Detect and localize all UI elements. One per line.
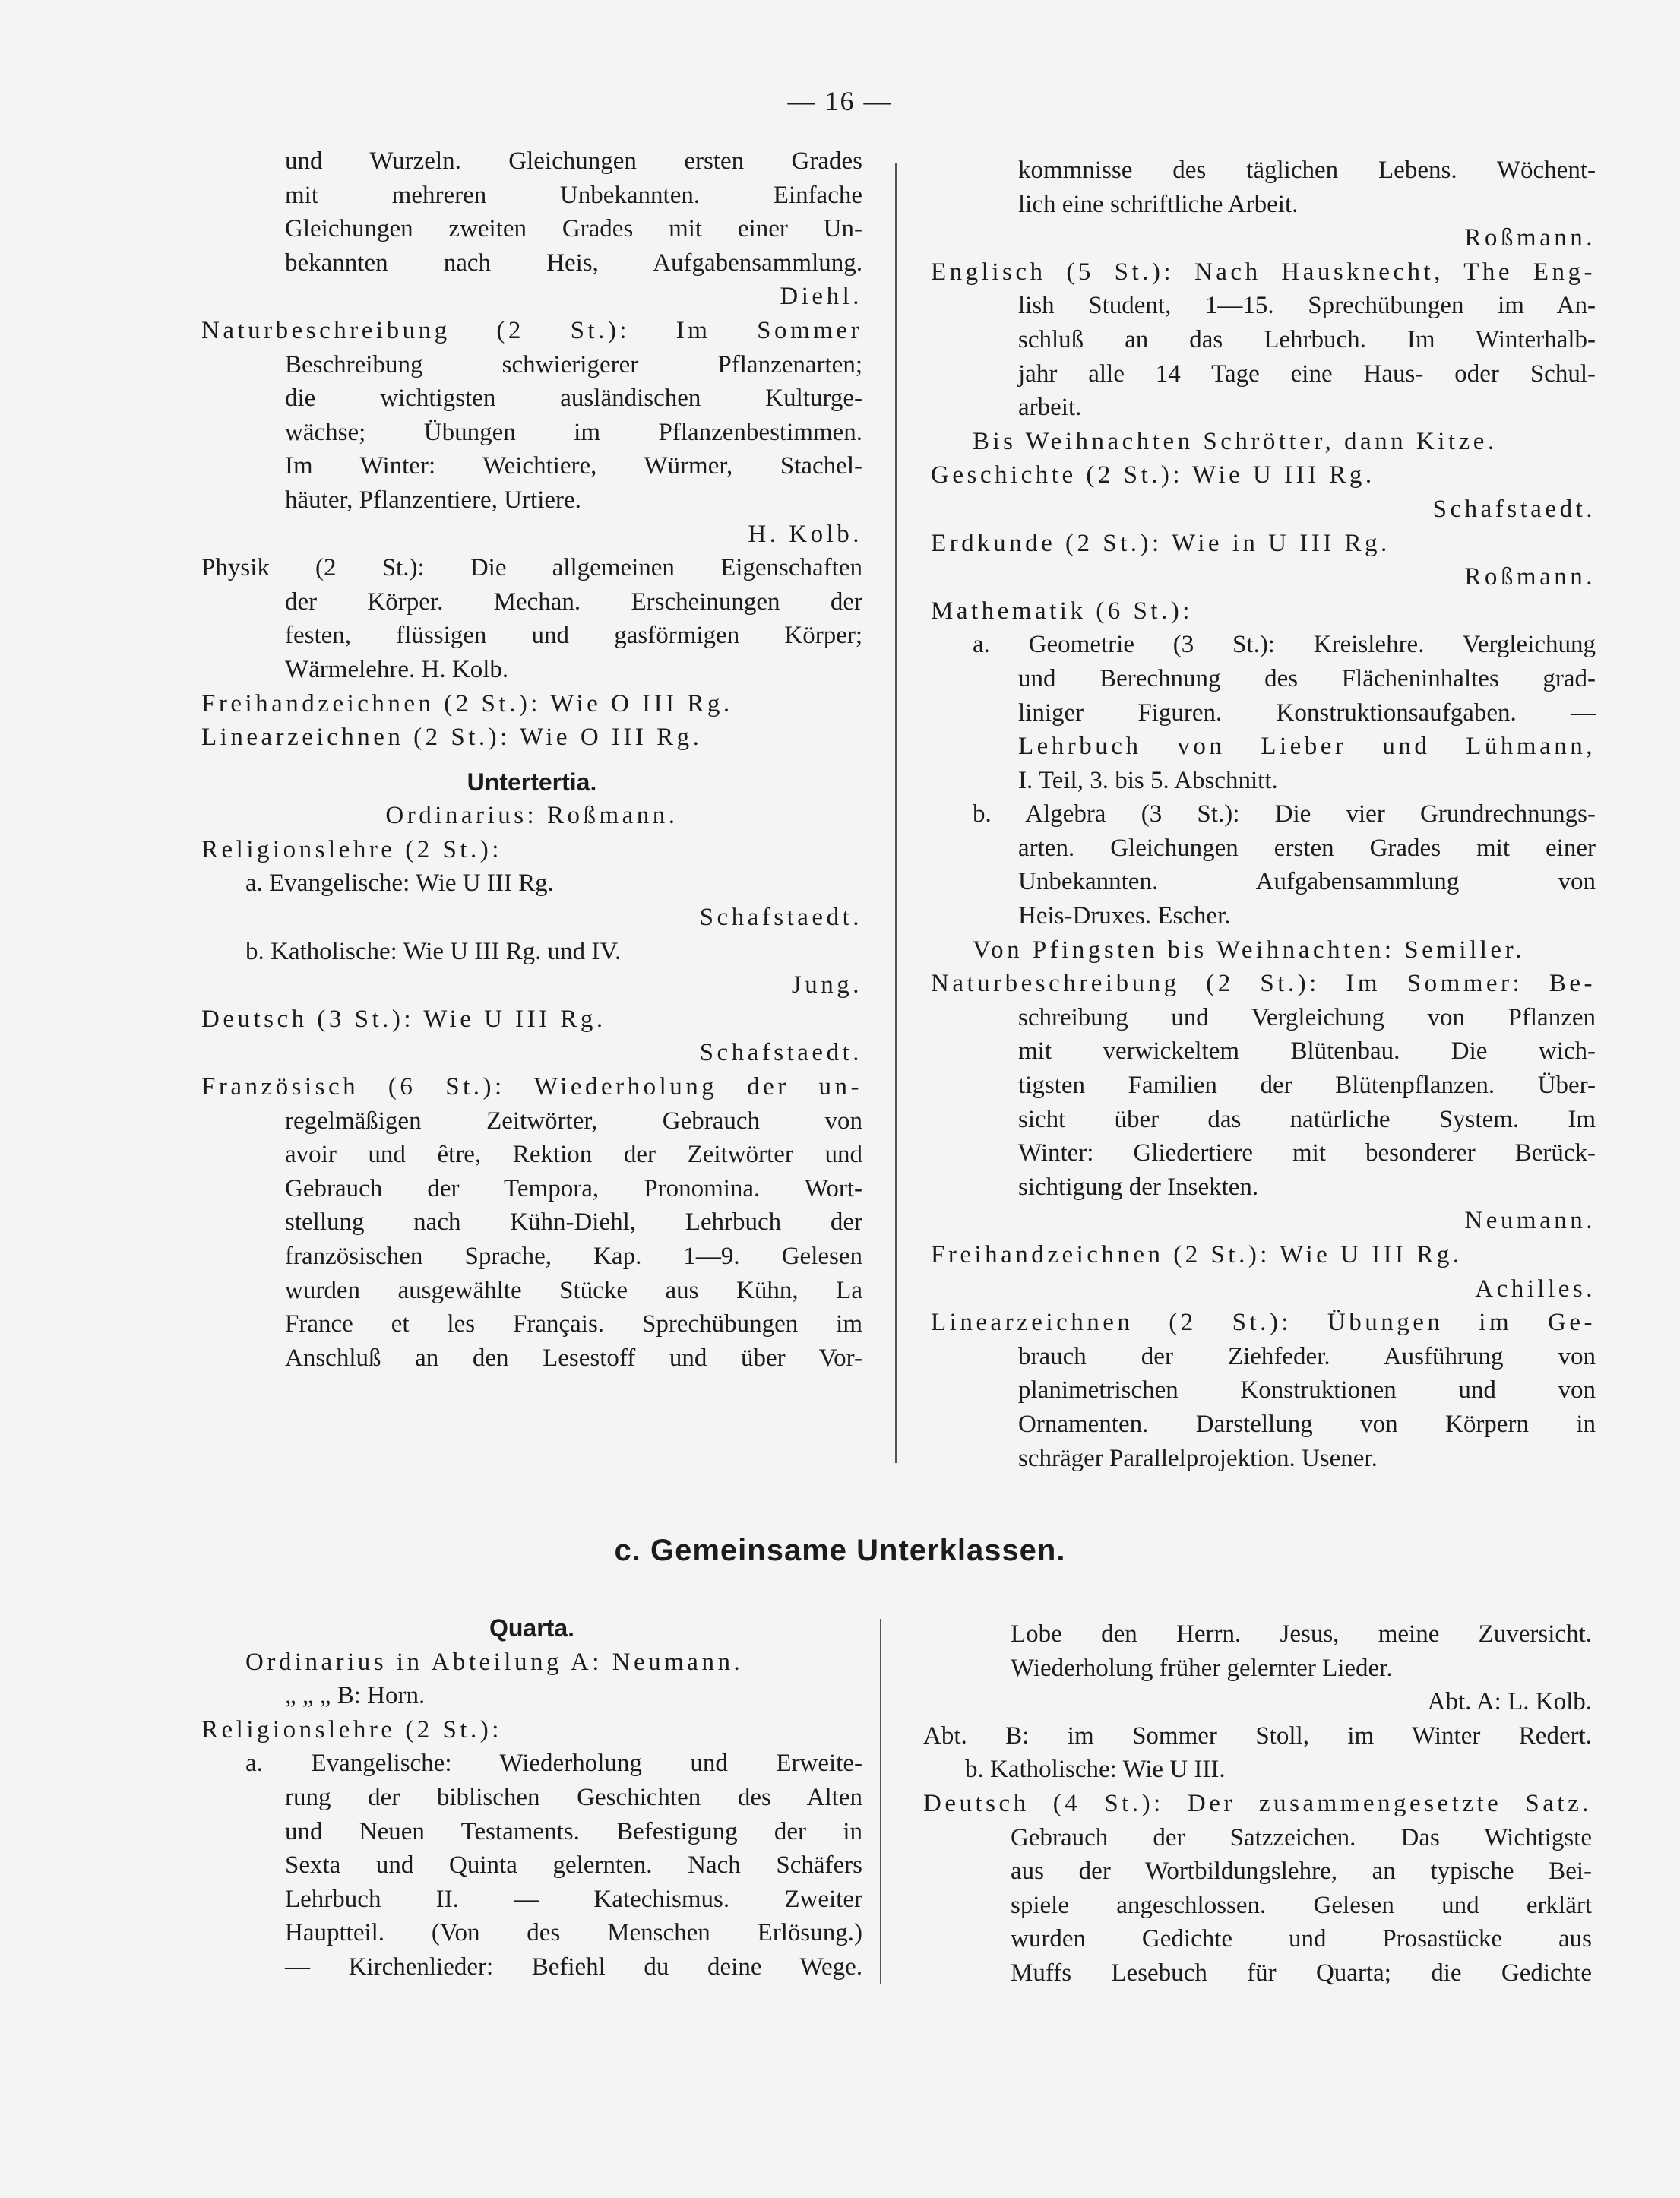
text-line: Schafstaedt.: [699, 904, 862, 932]
text-line: Physik (2 St.): Die allgemeinen Eigenschaften: [201, 554, 862, 582]
text-line: Neumann.: [1464, 1207, 1596, 1235]
text-line: Deutsch (3 St.): Wie U III Rg.: [201, 1005, 606, 1033]
text-line: Beschreibung schwierigerer Pflanzenarten;: [285, 350, 862, 378]
text-line: französischen Sprache, Kap. 1—9. Gelesen: [285, 1243, 862, 1270]
ordinarius-untertertia: Ordinarius: Roßmann.: [385, 802, 679, 830]
text-line: Erdkunde (2 St.): Wie in U III Rg.: [931, 529, 1391, 557]
text-line: Gebrauch der Satzzeichen. Das Wichtigste: [1011, 1823, 1592, 1851]
text-line: der Körper. Mechan. Erscheinungen der: [285, 588, 862, 616]
text-line: Muffs Lesebuch für Quarta; die Gedichte: [1011, 1959, 1592, 1987]
text-line: Lobe den Herrn. Jesus, meine Zuversicht.: [1011, 1620, 1592, 1648]
text-line: schreibung und Vergleichung von Pflanzen: [1018, 1003, 1596, 1031]
column-divider: [895, 163, 897, 1463]
text-line: und Wurzeln. Gleichungen ersten Grades: [285, 147, 862, 175]
text-line: schräger Parallelprojektion. Usener.: [1018, 1444, 1378, 1472]
text-line: I. Teil, 3. bis 5. Abschnitt.: [1018, 766, 1278, 794]
right-column-bottom: [923, 1617, 1592, 1991]
text-line: H. Kolb.: [748, 520, 862, 548]
text-line: b. Katholische: Wie U III Rg. und IV.: [245, 937, 622, 965]
text-line: kommnisse des täglichen Lebens. Wöchent-: [1018, 157, 1596, 184]
text-line: regelmäßigen Zeitwörter, Gebrauch von: [285, 1107, 862, 1135]
text-line: sichtigung der Insekten.: [1018, 1173, 1259, 1201]
text-line: stellung nach Kühn-Diehl, Lehrbuch der: [285, 1208, 862, 1237]
text-line: Gebrauch der Tempora, Pronomina. Wort-: [285, 1174, 862, 1202]
text-line: a. Evangelische: Wiederholung und Erweite-: [245, 1750, 862, 1778]
heading-untertertia: Untertertia.: [467, 768, 597, 796]
text-line: mit mehreren Unbekannten. Einfache: [285, 181, 862, 209]
text-line: lish Student, 1—15. Sprechübungen im An-: [1018, 292, 1596, 320]
text-line: Roßmann.: [1464, 563, 1596, 591]
text-line: a. Geometrie (3 St.): Kreislehre. Vergleichung: [973, 631, 1596, 659]
text-line: Abt. A: L. Kolb.: [1427, 1688, 1592, 1716]
text-line: arten. Gleichungen ersten Grades mit einer: [1018, 834, 1596, 862]
text-line: Englisch (5 St.): Nach Hausknecht, The Eng-: [931, 258, 1596, 286]
text-line: Anschluß an den Lesestoff und über Vor-: [285, 1344, 862, 1372]
text-line: arbeit.: [1018, 394, 1082, 422]
text-line: und Berechnung des Flächeninhaltes grad-: [1018, 664, 1596, 692]
text-line: brauch der Ziehfeder. Ausführung von: [1018, 1342, 1596, 1370]
text-line: mit verwickeltem Blütenbau. Die wich-: [1018, 1037, 1596, 1066]
text-line: Winter: Gliedertiere mit besonderer Berück-: [1018, 1139, 1596, 1167]
text-line: Wiederholung früher gelernter Lieder.: [1011, 1654, 1393, 1682]
text-line: wurden ausgewählte Stücke aus Kühn, La: [285, 1276, 862, 1304]
text-line: die wichtigsten ausländischen Kulturge-: [285, 385, 862, 413]
text-line: festen, flüssigen und gasförmigen Körper;: [285, 622, 862, 650]
text-line: b. Katholische: Wie U III.: [965, 1756, 1226, 1784]
text-line: Linearzeichnen (2 St.): Übungen im Ge-: [931, 1309, 1596, 1337]
text-line: rung der biblischen Geschichten des Alten: [285, 1783, 862, 1811]
text-line: Lehrbuch II. — Katechismus. Zweiter: [285, 1885, 862, 1913]
text-line: Mathematik (6 St.):: [931, 597, 1193, 625]
left-column-bottom: [201, 1611, 862, 1984]
text-line: Jung.: [791, 971, 862, 999]
text-line: Bis Weihnachten Schrötter, dann Kitze.: [973, 427, 1498, 455]
section-heading: c. Gemeinsame Unterklassen.: [614, 1534, 1066, 1567]
text-line: wurden Gedichte und Prosastücke aus: [1011, 1925, 1592, 1953]
text-line: schluß an das Lehrbuch. Im Winterhalb-: [1018, 325, 1596, 353]
text-line: Naturbeschreibung (2 St.): Im Sommer: [201, 316, 862, 344]
text-line: Von Pfingsten bis Weihnachten: Semiller.: [973, 936, 1525, 964]
text-line: aus der Wortbildungslehre, an typische Bei-: [1011, 1858, 1592, 1886]
left-column-top: [201, 144, 862, 1375]
text-line: bekannten nach Heis, Aufgabensammlung.: [285, 249, 862, 277]
text-line: France et les Français. Sprechübungen im: [285, 1310, 862, 1338]
text-line: häuter, Pflanzentiere, Urtiere.: [285, 486, 581, 514]
page-number: — 16 —: [787, 86, 893, 116]
text-line: wächse; Übungen im Pflanzenbestimmen.: [285, 418, 862, 446]
text-line: spiele angeschlossen. Gelesen und erklärt: [1011, 1891, 1592, 1919]
text-line: Roßmann.: [1464, 224, 1596, 252]
text-line: sicht über das natürliche System. Im: [1018, 1105, 1596, 1133]
text-line: Linearzeichnen (2 St.): Wie O III Rg.: [201, 724, 703, 752]
text-line: Achilles.: [1475, 1275, 1596, 1303]
text-line: planimetrischen Konstruktionen und von: [1018, 1376, 1596, 1405]
text-line: Lehrbuch von Lieber und Lühmann,: [1018, 733, 1596, 761]
text-line: Religionslehre (2 St.):: [201, 1715, 502, 1744]
text-line: Diehl.: [780, 283, 862, 311]
text-line: Wärmelehre. H. Kolb.: [285, 655, 509, 683]
text-line: Geschichte (2 St.): Wie U III Rg.: [931, 461, 1375, 489]
text-line: Französisch (6 St.): Wiederholung der un-: [201, 1073, 862, 1101]
text-line: Im Winter: Weichtiere, Würmer, Stachel-: [285, 452, 862, 480]
column-divider-bottom: [880, 1619, 881, 1984]
text-line: „ „ „ B: Horn.: [285, 1682, 426, 1710]
text-line: Hauptteil. (Von des Menschen Erlösung.): [285, 1919, 862, 1947]
text-line: Religionslehre (2 St.):: [201, 835, 502, 863]
text-line: Freihandzeichnen (2 St.): Wie O III Rg.: [201, 689, 733, 717]
text-line: Freihandzeichnen (2 St.): Wie U III Rg.: [931, 1241, 1463, 1268]
heading-quarta: Quarta.: [489, 1614, 575, 1642]
text-line: Heis-Druxes. Escher.: [1018, 902, 1231, 930]
text-line: Ornamenten. Darstellung von Körpern in: [1018, 1410, 1596, 1438]
text-line: Unbekannten. Aufgabensammlung von: [1018, 868, 1596, 896]
text-line: Gleichungen zweiten Grades mit einer Un-: [285, 215, 862, 243]
text-line: jahr alle 14 Tage eine Haus- oder Schul-: [1018, 359, 1596, 388]
text-line: Deutsch (4 St.): Der zusammengesetzte Satz.: [923, 1789, 1592, 1817]
text-line: b. Algebra (3 St.): Die vier Grundrechnungs-: [973, 800, 1596, 828]
text-line: Sexta und Quinta gelernten. Nach Schäfers: [285, 1851, 862, 1880]
text-line: — Kirchenlieder: Befiehl du deine Wege.: [285, 1953, 862, 1981]
text-line: liniger Figuren. Konstruktionsaufgaben. —: [1018, 698, 1596, 727]
right-column-top: [931, 154, 1596, 1475]
text-line: Schafstaedt.: [699, 1039, 862, 1067]
text-line: und Neuen Testaments. Befestigung der in: [285, 1817, 862, 1845]
text-line: lich eine schriftliche Arbeit.: [1018, 190, 1299, 218]
text-line: Schafstaedt.: [1432, 495, 1596, 523]
text-line: a. Evangelische: Wie U III Rg.: [245, 869, 554, 898]
text-line: tigsten Familien der Blütenpflanzen. Über-: [1018, 1072, 1596, 1100]
text-line: Ordinarius in Abteilung A: Neumann.: [245, 1648, 744, 1676]
text-line: Abt. B: im Sommer Stoll, im Winter Redert.: [923, 1721, 1592, 1750]
text-line: Naturbeschreibung (2 St.): Im Sommer: Be-: [931, 970, 1596, 998]
text-line: avoir und être, Rektion der Zeitwörter und: [285, 1141, 862, 1169]
